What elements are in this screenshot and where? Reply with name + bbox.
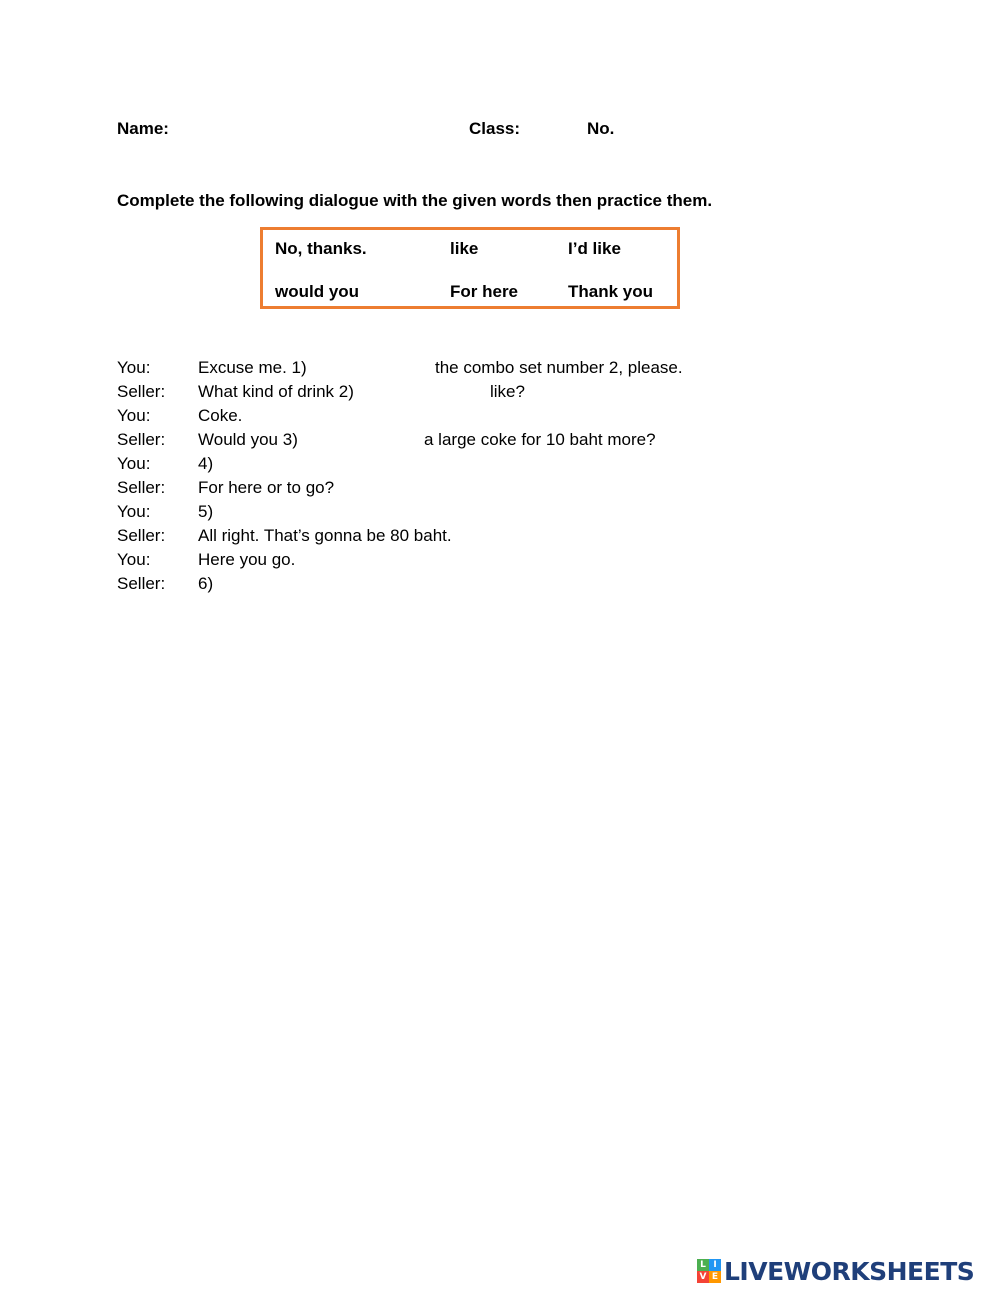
dialogue-line [117,406,817,430]
word-bank-item: No, thanks. [275,239,367,258]
logo-mark-tile: L [697,1259,709,1271]
dialogue-speaker: Seller: [117,526,166,545]
dialogue-text: 5) [198,502,214,521]
dialogue-text: Excuse me. 1) [198,358,307,377]
logo-mark-icon [697,1259,721,1283]
dialogue-text: For here or to go? [198,478,335,497]
dialogue-speaker: Seller: [117,430,166,449]
dialogue-line [117,526,817,550]
word-bank-item: I’d like [568,239,621,258]
dialogue-text: Here you go. [198,550,296,569]
dialogue-line [117,382,817,406]
answer-blank-5[interactable] [220,502,360,522]
dialogue-speaker: Seller: [117,478,166,497]
dialogue-speaker: You: [117,358,151,377]
dialogue-text: Would you 3) [198,430,298,449]
liveworksheets-logo [697,1256,974,1286]
dialogue-speaker: You: [117,550,151,569]
dialogue-line [117,358,817,382]
dialogue-line [117,478,817,502]
dialogue-line [117,454,817,478]
dialogue-text-after-blank: like? [490,382,525,401]
number-label: No. [587,119,615,138]
answer-blank-6[interactable] [220,574,360,594]
dialogue-speaker: Seller: [117,574,166,593]
answer-blank-3[interactable] [310,430,415,450]
class-label: Class: [469,119,521,138]
dialogue-speaker: You: [117,406,151,425]
answer-blank-4[interactable] [220,454,360,474]
dialogue-speaker: You: [117,454,151,473]
word-bank-item: would you [275,282,360,301]
dialogue-text-after-blank: a large coke for 10 baht more? [424,430,656,449]
dialogue-text: 4) [198,454,214,473]
dialogue-line [117,430,817,454]
dialogue-text: All right. That’s gonna be 80 baht. [198,526,452,545]
instruction-text: Complete the following dialogue with the given words then practice them. [117,191,713,210]
dialogue-line [117,574,817,598]
dialogue-text: 6) [198,574,214,593]
dialogue-text: Coke. [198,406,243,425]
name-label: Name: [117,119,169,138]
dialogue-speaker: You: [117,502,151,521]
logo-text: LIVEWORKSHEETS [724,1256,975,1286]
word-bank-box [260,227,680,309]
logo-mark-tile: V [697,1271,709,1283]
dialogue-line [117,502,817,526]
dialogue-line [117,550,817,574]
word-bank-item: Thank you [568,282,654,301]
dialogue-speaker: Seller: [117,382,166,401]
word-bank-item: like [450,239,479,258]
dialogue-text: What kind of drink 2) [198,382,354,401]
answer-blank-1[interactable] [314,358,426,378]
answer-blank-2[interactable] [374,382,484,402]
logo-mark-tile: I [709,1259,721,1271]
logo-mark-tile: E [709,1271,721,1283]
word-bank-item: For here [450,282,519,301]
dialogue-text-after-blank: the combo set number 2, please. [435,358,683,377]
